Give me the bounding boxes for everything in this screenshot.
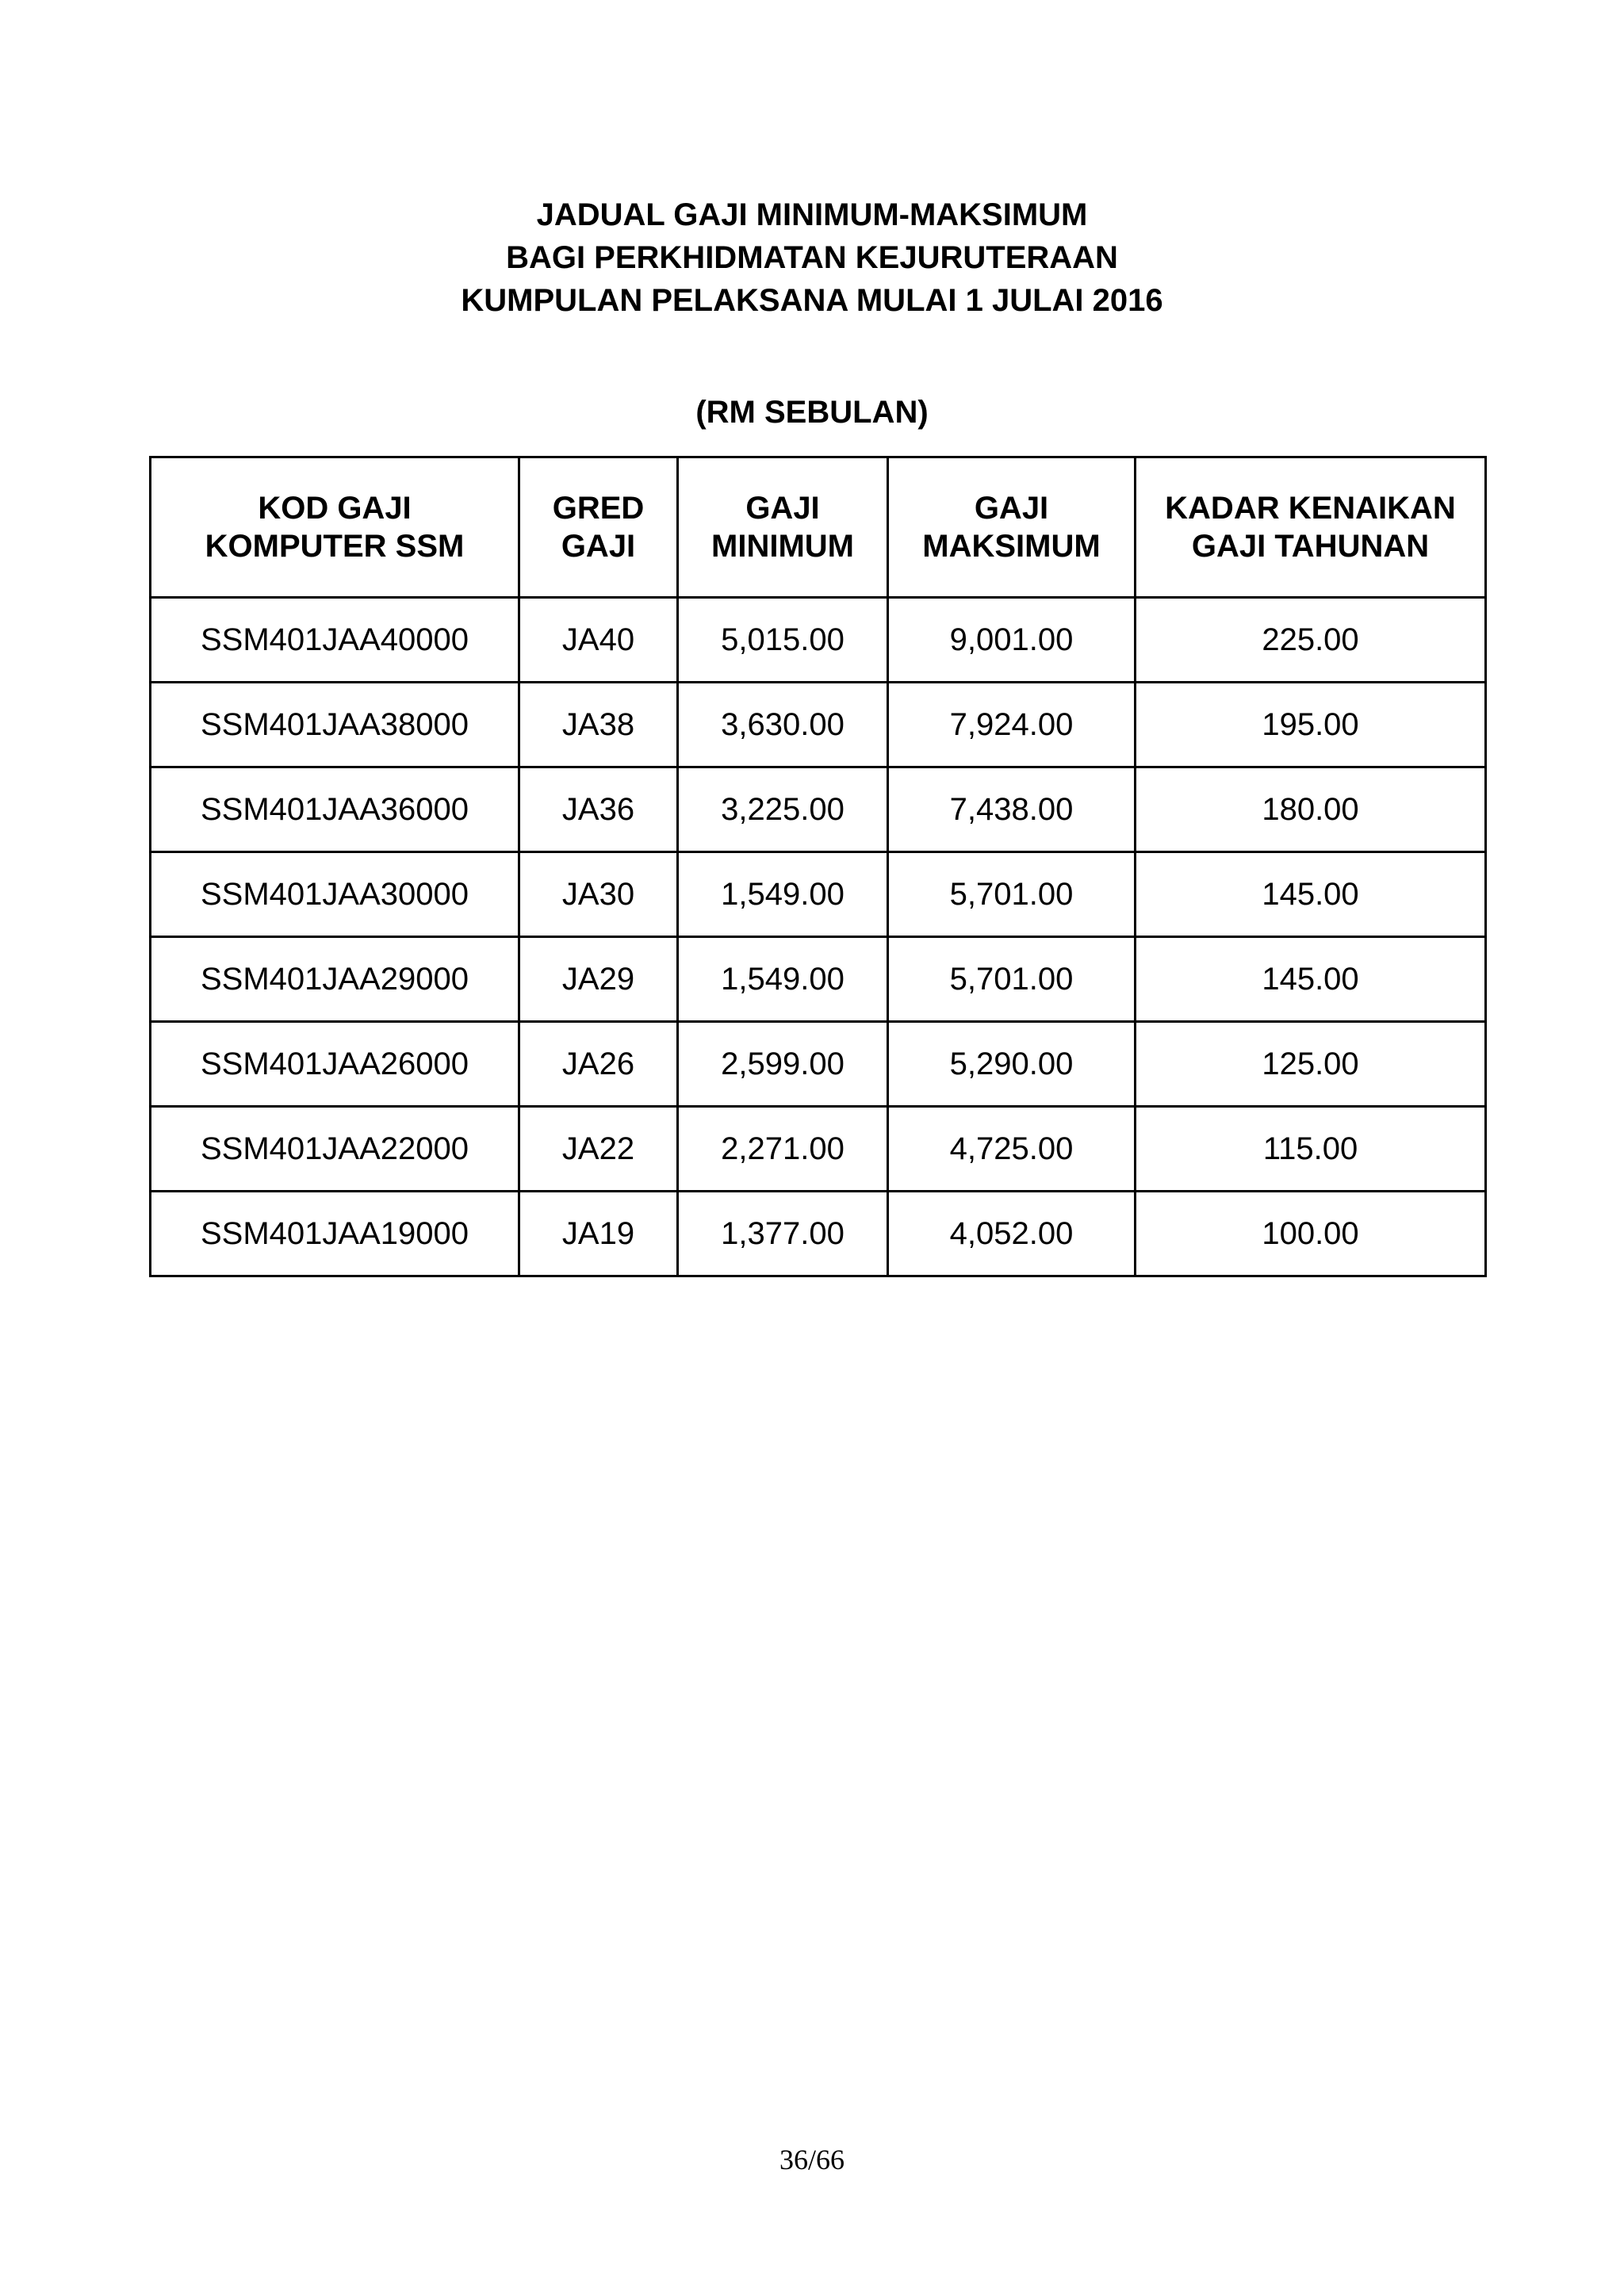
cell-gaji-maksimum: 4,052.00 [888,1192,1136,1276]
header-line: KOMPUTER SSM [205,529,465,564]
table-row [151,1022,1486,1107]
table-row [151,598,1486,683]
cell-gaji-minimum: 3,225.00 [678,767,888,852]
header-line: KADAR KENAIKAN [1165,491,1456,526]
cell-gaji-minimum: 1,377.00 [678,1192,888,1276]
cell-gaji-maksimum: 4,725.00 [888,1107,1136,1192]
cell-kod-gaji: SSM401JAA36000 [151,767,519,852]
cell-gaji-maksimum: 5,701.00 [888,852,1136,937]
salary-table [149,456,1487,1277]
table-header-row [151,457,1486,598]
cell-kod-gaji: SSM401JAA26000 [151,1022,519,1107]
cell-kod-gaji: SSM401JAA22000 [151,1107,519,1192]
cell-gaji-maksimum: 5,701.00 [888,937,1136,1022]
cell-kadar-kenaikan: 225.00 [1136,598,1486,683]
cell-gred: JA38 [519,683,678,767]
header-line: MAKSIMUM [922,529,1101,564]
table-row [151,852,1486,937]
cell-gaji-maksimum: 7,924.00 [888,683,1136,767]
table-row [151,1192,1486,1276]
unit-label: (RM SEBULAN) [695,395,929,430]
cell-gred: JA26 [519,1022,678,1107]
header-line: MINIMUM [711,529,854,564]
cell-kadar-kenaikan: 125.00 [1136,1022,1486,1107]
page-number: 36/66 [779,2144,845,2175]
header-line: GAJI [561,529,636,564]
cell-gaji-minimum: 5,015.00 [678,598,888,683]
cell-gred: JA19 [519,1192,678,1276]
header-kadar-kenaikan [1136,457,1486,598]
header-line: GAJI [974,491,1049,526]
cell-gred: JA29 [519,937,678,1022]
cell-gred: JA30 [519,852,678,937]
header-gaji-minimum [678,457,888,598]
header-line: KOD GAJI [258,491,412,526]
header-line: GAJI TAHUNAN [1191,529,1430,564]
cell-kadar-kenaikan: 195.00 [1136,683,1486,767]
cell-gaji-maksimum: 7,438.00 [888,767,1136,852]
cell-kod-gaji: SSM401JAA40000 [151,598,519,683]
table-row [151,767,1486,852]
cell-gaji-maksimum: 9,001.00 [888,598,1136,683]
cell-gaji-minimum: 1,549.00 [678,852,888,937]
title-line-3: KUMPULAN PELAKSANA MULAI 1 JULAI 2016 [461,283,1163,318]
cell-gaji-minimum: 3,630.00 [678,683,888,767]
document-title [0,193,1624,322]
header-kod-gaji [151,457,519,598]
cell-kadar-kenaikan: 115.00 [1136,1107,1486,1192]
cell-kadar-kenaikan: 145.00 [1136,937,1486,1022]
header-gred-gaji [519,457,678,598]
title-line-2: BAGI PERKHIDMATAN KEJURUTERAAN [506,240,1118,275]
cell-kod-gaji: SSM401JAA38000 [151,683,519,767]
cell-kod-gaji: SSM401JAA29000 [151,937,519,1022]
cell-gred: JA40 [519,598,678,683]
cell-gred: JA22 [519,1107,678,1192]
cell-gaji-maksimum: 5,290.00 [888,1022,1136,1107]
cell-gred: JA36 [519,767,678,852]
cell-gaji-minimum: 2,271.00 [678,1107,888,1192]
cell-gaji-minimum: 1,549.00 [678,937,888,1022]
header-line: GRED [552,491,645,526]
cell-kod-gaji: SSM401JAA19000 [151,1192,519,1276]
cell-gaji-minimum: 2,599.00 [678,1022,888,1107]
table-row [151,1107,1486,1192]
header-gaji-maksimum [888,457,1136,598]
title-line-1: JADUAL GAJI MINIMUM-MAKSIMUM [536,197,1088,232]
header-line: GAJI [745,491,820,526]
cell-kadar-kenaikan: 100.00 [1136,1192,1486,1276]
table-row [151,683,1486,767]
cell-kadar-kenaikan: 145.00 [1136,852,1486,937]
cell-kadar-kenaikan: 180.00 [1136,767,1486,852]
cell-kod-gaji: SSM401JAA30000 [151,852,519,937]
table-row [151,937,1486,1022]
